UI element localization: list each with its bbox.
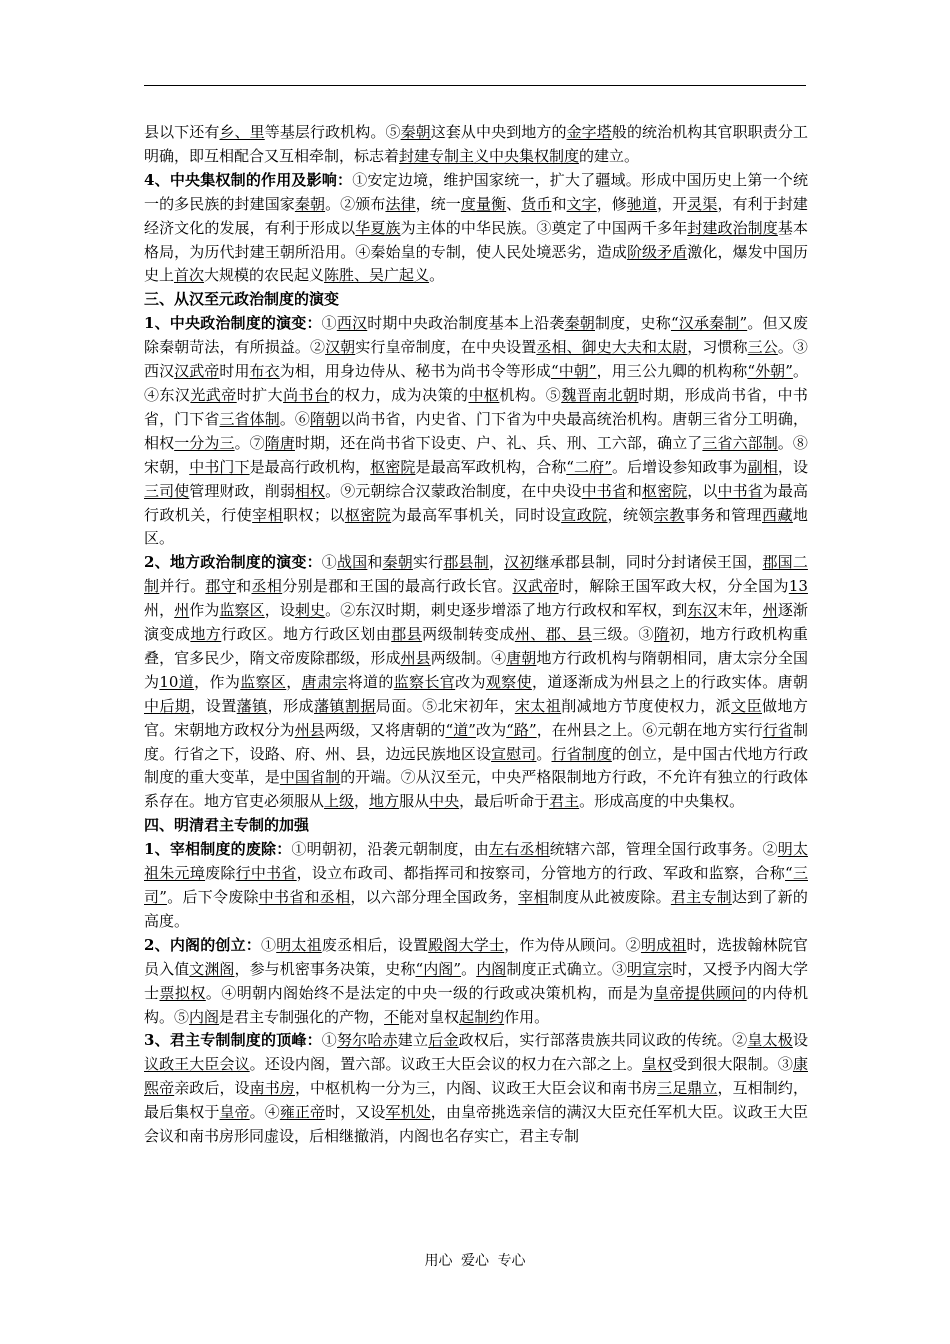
underlined-term: 13 [788, 577, 808, 596]
paragraph-grand-secretariat [144, 934, 808, 1030]
text-run: 废除 [205, 864, 236, 883]
underlined-term: 封建政治制度 [687, 218, 778, 237]
underlined-term: 皇帝 [219, 1103, 250, 1122]
underlined-term: 宣政院 [561, 505, 608, 524]
underlined-term: 秦朝 [400, 123, 431, 141]
text-run: 为最高行政机关，行使 [144, 481, 808, 524]
text-run: 。④东汉 [144, 362, 808, 404]
text-run: 时期中央政治制度基本上沿袭 [367, 314, 565, 333]
text-run: 和 [551, 194, 567, 213]
underlined-term: 尚书台 [283, 385, 330, 404]
text-run: 等基层行政机构。⑤ [264, 123, 401, 141]
underlined-term: 灵渠 [687, 194, 718, 213]
text-run: ，最后听命于 [459, 792, 550, 811]
text-run: 时期，形成尚书省，中书省，门下省 [144, 385, 808, 428]
underlined-term: 刺史 [294, 601, 326, 620]
underlined-term: 秦朝 [382, 553, 413, 572]
underlined-term: 藩镇 [236, 696, 268, 715]
bold-lead: 四、明清君主专制的加强 [144, 816, 310, 835]
text-run: ， [286, 672, 302, 691]
text-run: 。⑥ [279, 409, 311, 428]
underlined-term: 监察区 [240, 672, 287, 691]
underlined-term: 货币 [521, 194, 552, 213]
text-run: 能对皇权 [399, 1007, 460, 1026]
text-run: 州， [144, 601, 175, 620]
underlined-term: 相权 [294, 481, 326, 500]
paragraph-autocracy-peak [144, 1029, 808, 1149]
underlined-term: 枢密院 [642, 481, 688, 500]
underlined-term: 三司使 [144, 481, 190, 500]
underlined-term: 中书省 [581, 481, 627, 500]
underlined-term: 阶级矛盾 [626, 242, 688, 261]
underlined-term: 中书门下 [189, 457, 250, 476]
text-run: 。后增设参知政事为 [611, 457, 748, 476]
text-run: 制度，史称 [595, 314, 671, 333]
text-run: ，修 [596, 194, 627, 213]
text-run: 事务和管理 [684, 505, 763, 524]
text-run: 局面。⑤北宋初年， [375, 696, 515, 715]
text-run: ，开 [657, 194, 688, 213]
text-run: 服从 [399, 792, 430, 811]
text-run: 作为 [189, 601, 220, 620]
underlined-term: 文渊阁 [189, 959, 235, 978]
underlined-term: 监察长官 [393, 672, 456, 691]
underlined-term: 军机处 [385, 1103, 431, 1122]
underlined-term: 三省体制 [219, 409, 280, 428]
underlined-term: 藩镇割据 [313, 696, 376, 715]
underlined-term: 布衣 [249, 362, 280, 381]
text-run: ， [354, 792, 370, 811]
underlined-term: 君主专制 [670, 888, 732, 906]
text-run: 管理财政，削弱 [189, 481, 295, 500]
underlined-term: 明成祖 [640, 935, 687, 954]
underlined-term: 监察区 [219, 601, 265, 620]
text-run: ① [321, 1031, 337, 1050]
underlined-term: “道” [445, 720, 476, 739]
text-run: ，以六部分理全国政务， [350, 888, 519, 906]
bold-lead: 1、中央政治制度的演变： [144, 314, 322, 333]
text-run: 设 [792, 1031, 808, 1050]
text-run: 。⑦ [234, 433, 265, 452]
text-run: 。还设内阁，置六部。议政王大臣会议的权力在六部之上。 [249, 1055, 643, 1074]
bold-lead: 3、君主专制制度的顶峰： [144, 1031, 322, 1050]
text-run: 地方行政机构与隋朝相同，唐太宗分全国为 [144, 648, 808, 691]
text-run: 激化，爆发中国历史上 [144, 242, 808, 285]
paragraph-local-system-evolution [144, 551, 808, 814]
underlined-term: 州县 [400, 648, 431, 667]
text-run: ，设 [777, 457, 808, 476]
underlined-term: 地方 [190, 625, 222, 644]
underlined-term: 皇权 [642, 1055, 673, 1074]
underlined-term: 行省制度 [551, 744, 612, 763]
underlined-term: 皇帝提供顾问 [653, 983, 747, 1002]
text-run: 时期，还在尚书省下设吏、户、礼、兵、刑、工六部，确立了 [294, 433, 703, 452]
text-run: 时，又设 [325, 1103, 386, 1122]
text-run: ，中枢机构一分为三，内阁、议政王大臣会议和南书房 [294, 1079, 658, 1098]
text-run: 为相，用身边侍从、秘书为尚书令等形成 [279, 362, 551, 381]
underlined-term: 中国省制 [279, 768, 341, 787]
underlined-term: 金字塔 [566, 123, 612, 141]
text-run: ①安定边境，维护国家统一，扩大了疆域。形成中国历史上第一个统一的多民族的封建国家 [144, 170, 808, 213]
text-run: ① [261, 935, 277, 954]
underlined-term: 郡国二制 [144, 553, 808, 596]
text-run: ，形成 [267, 696, 314, 715]
underlined-term: 华夏族 [355, 218, 401, 237]
underlined-term: 宋太祖 [514, 696, 562, 715]
underlined-term: 明太祖朱元璋 [144, 840, 808, 883]
text-run: ，设 [264, 601, 295, 620]
text-run: 达到了新的高度。 [144, 888, 808, 930]
text-run: 。 [429, 266, 445, 285]
underlined-term: 一分为三 [174, 433, 235, 452]
header-rule [144, 85, 806, 86]
text-run: 。 [536, 744, 552, 763]
text-run: ，设立布政司、都指挥司和按察司，分管地方的行政、军政和监察，合称 [296, 864, 786, 883]
section-heading-han-to-yuan [144, 288, 808, 312]
text-run: 时用 [219, 362, 250, 381]
underlined-term: “中朝” [550, 362, 597, 381]
text-run: 时，又授予内阁大学士 [144, 959, 808, 1002]
text-run: 做地方官。宋朝地方政权分为 [144, 696, 808, 739]
text-run: 和 [367, 553, 383, 572]
text-run: 大规模的农民起义 [204, 266, 325, 285]
paragraph-chancellor-abolition [144, 838, 808, 934]
text-run: 的创立，是中国古代地方行政制度的重大变革，是 [144, 744, 808, 787]
text-run: 地区。 [144, 505, 808, 548]
text-run: 逐渐演变成 [144, 601, 808, 644]
underlined-term: “三司” [144, 864, 808, 906]
text-run: ① [321, 553, 337, 572]
bold-lead: 2、内阁的创立： [144, 935, 262, 954]
underlined-term: 枢密院 [344, 505, 392, 524]
underlined-term: 行中书省 [235, 864, 297, 883]
underlined-term: 中后期 [144, 696, 191, 715]
text-run: ，设置 [190, 696, 237, 715]
underlined-term: 驰道 [626, 194, 658, 213]
underlined-term: 起制约 [459, 1007, 505, 1026]
paragraph-central-system-evolution [144, 312, 808, 551]
underlined-term: 郡县 [391, 625, 423, 644]
text-run: 和 [236, 577, 252, 596]
underlined-term: 观察使 [485, 672, 532, 691]
underlined-term: 三足鼎立 [657, 1079, 718, 1098]
underlined-term: “外朝” [747, 362, 793, 381]
text-run: 。 [461, 959, 477, 978]
page-footer: 用心 爱心 专心 [424, 1253, 526, 1269]
underlined-term: 内阁 [189, 1007, 220, 1026]
text-run: 统辖六部，管理全国行政事务。② [549, 840, 778, 859]
text-run: 是最高行政机构， [249, 457, 371, 476]
underlined-term: 10道 [159, 672, 195, 691]
underlined-term: 秦朝 [564, 314, 595, 333]
underlined-term: 文字 [566, 194, 597, 213]
text-run: 和 [626, 481, 643, 500]
underlined-term: 文臣 [731, 696, 763, 715]
text-run: ，有利于封建经济文化的发展，有利于形成以 [144, 194, 808, 237]
text-run: 县以下还有 [144, 123, 220, 141]
text-run: 继承郡县制，同时分封诸侯王国， [534, 553, 763, 572]
underlined-term: 努尔哈赤 [337, 1031, 398, 1050]
text-run: ① [321, 314, 337, 333]
text-run: ，互相制约，最后集权于 [144, 1079, 808, 1122]
text-run: 作用。 [504, 1007, 550, 1026]
text-run: 建立 [397, 1031, 429, 1050]
text-run: 。后下令废除 [166, 888, 259, 906]
text-run: 。②颁布 [325, 194, 386, 213]
underlined-term: 东汉 [687, 601, 718, 620]
text-run: 制度从此被废除。 [548, 888, 671, 906]
underlined-term: 宗教 [653, 505, 685, 524]
text-run: 改为 [455, 672, 486, 691]
text-run: 时，解除王国军政大权，分全国为 [558, 577, 789, 596]
bold-lead: 三、从汉至元政治制度的演变 [144, 290, 340, 309]
paragraph-centralization-effects [144, 169, 808, 289]
text-run: 基本格局，为历代封建王朝所沿用。④秦始皇的专制，使人民处境恶劣，造成 [144, 218, 808, 261]
text-run: 时，选拔翰林院官员入值 [144, 935, 808, 978]
text-run: 三级。③ [592, 625, 654, 644]
underlined-term: 中书省 [717, 481, 763, 500]
text-run: 分别是郡和王国的最高行政长官。 [282, 577, 513, 596]
underlined-term: 州 [174, 601, 190, 620]
text-run: 将道的 [347, 672, 394, 691]
underlined-term: 郡守 [205, 577, 237, 596]
text-run: 。形成高度的中央集权。 [579, 792, 745, 811]
underlined-term: 君主 [549, 792, 580, 811]
text-run: 。⑨元朝综合汉蒙政治制度，在中央设 [325, 481, 582, 500]
text-run: 。⑧宋朝， [144, 433, 808, 476]
text-run: 废丞相后，设置 [321, 935, 429, 954]
text-run: 实行 [412, 553, 444, 572]
underlined-term: 首次 [174, 266, 205, 285]
text-run: 、 [506, 194, 522, 213]
paragraph-township-admin [144, 121, 808, 169]
underlined-term: 汉武帝 [512, 577, 559, 596]
underlined-term: “路” [506, 720, 537, 739]
underlined-term: 宰相 [518, 888, 549, 906]
text-run: 并行。 [159, 577, 206, 596]
underlined-term: “汉承秦制” [670, 314, 748, 333]
underlined-term: 隋朝 [310, 409, 341, 428]
underlined-term: 三省六部制 [702, 433, 778, 452]
text-run: 受到很大限制。③ [672, 1055, 793, 1074]
text-run: 亲政后，设 [174, 1079, 250, 1098]
text-run: 的内侍机构。⑤ [144, 983, 808, 1026]
bold-lead: 1、宰相制度的废除： [144, 840, 292, 859]
text-run: 般的统治机构其官职职责分工明确，即互相配合又互相牵制，标志着 [144, 123, 808, 165]
text-run: 两级制转变成 [422, 625, 515, 644]
document-body [144, 121, 808, 1149]
text-run: 为最高军事机关，同时设 [391, 505, 562, 524]
underlined-term: 地方 [369, 792, 400, 811]
underlined-term: 州 [762, 601, 778, 620]
underlined-term: 唐肃宗 [301, 672, 348, 691]
underlined-term: 州县 [294, 720, 325, 739]
underlined-term: 南书房 [249, 1079, 295, 1098]
underlined-term: 明宣宗 [627, 959, 673, 978]
underlined-term: 左右丞相 [489, 840, 550, 859]
underlined-term: 西藏 [762, 505, 793, 524]
underlined-term: 议政王大臣会议 [144, 1055, 250, 1074]
underlined-term: 乡、里 [219, 123, 265, 141]
underlined-term: 封建专制主义中央集权制度 [399, 146, 580, 165]
underlined-term: 郡县制 [443, 553, 489, 572]
text-run: 削减地方节度使权力，派 [561, 696, 732, 715]
bold-lead: 2、地方政治制度的演变： [144, 553, 322, 572]
underlined-term: 中枢 [468, 385, 500, 404]
text-run: ，以 [687, 481, 718, 500]
text-run: 。③西汉 [144, 338, 808, 381]
underlined-term: 战国 [336, 553, 368, 572]
text-run: 。④明朝内阁始终不是法定的中央一级的行政或决策机构，而是为 [205, 983, 654, 1002]
text-run: 的权力，成为决策的 [329, 385, 469, 404]
text-run: 职权；以 [283, 505, 345, 524]
text-run: 制度。行省之下，设路、府、州、县，边远民族地区设 [144, 720, 808, 763]
text-run: 为主体的中华民族。③奠定了中国两千多年 [400, 218, 688, 237]
underlined-term: 不 [384, 1007, 400, 1026]
text-run: 。④ [249, 1103, 280, 1122]
text-run: ，用三公九卿的机构称 [596, 362, 748, 381]
text-run: 制度正式确立。③ [506, 959, 628, 978]
underlined-term: 西汉 [336, 314, 368, 333]
underlined-term: 唐朝 [506, 648, 537, 667]
text-run: 是最高军政机构，合称 [415, 457, 567, 476]
text-run: ， [488, 553, 505, 572]
text-run: ，作为 [194, 672, 241, 691]
text-run: ，统领 [607, 505, 654, 524]
text-run: 这套从中央到地方的 [430, 123, 567, 141]
underlined-term: 汉朝 [325, 338, 356, 357]
text-run: ，在州县之上。⑥元朝在地方实行 [536, 720, 763, 739]
underlined-term: “二府” [566, 457, 612, 476]
text-run: 是君主专制强化的产物， [219, 1007, 385, 1026]
underlined-term: 殿阁大学士 [428, 935, 505, 954]
underlined-term: 宰相 [252, 505, 284, 524]
text-run: ，由皇帝挑选亲信的满汉大臣充任军机大臣。议政王大臣会议和南书房形同虚设，后相继撤消，内阁也名存实亡，君主专制 [144, 1103, 808, 1146]
underlined-term: 光武帝 [190, 385, 237, 404]
text-run: 。但又废除秦朝苛法，有所损益。② [144, 314, 808, 357]
underlined-term: 州、郡、县 [514, 625, 593, 644]
underlined-term: 票拟权 [159, 983, 206, 1002]
underlined-term: 行省 [762, 720, 793, 739]
underlined-term: 汉武帝 [174, 362, 220, 381]
text-run: 行政区。地方行政区划由 [221, 625, 392, 644]
underlined-term: 法律 [385, 194, 416, 213]
text-run: ，道逐渐成为州县之上的行政实体。唐朝 [531, 672, 808, 691]
underlined-term: 秦朝 [294, 194, 326, 213]
bold-lead: 4、中央集权制的作用及影响： [144, 170, 353, 189]
text-run: 末年， [717, 601, 763, 620]
underlined-term: 汉初 [504, 553, 535, 572]
underlined-term: 雍正帝 [279, 1103, 326, 1122]
underlined-term: 皇太极 [747, 1031, 793, 1050]
text-run: 初，地方行政机构重叠，官多民少，隋文帝废除郡级，形成 [144, 625, 808, 667]
underlined-term: 上级 [324, 792, 355, 811]
underlined-term: 度量衡 [460, 194, 507, 213]
text-run: ，习惯称 [687, 338, 748, 357]
text-run: 。②东汉时期，刺史逐步增添了地方行政权和军权，到 [325, 601, 688, 620]
text-run: 改为 [475, 720, 507, 739]
underlined-term: 康熙帝 [144, 1055, 808, 1098]
underlined-term: 副相 [747, 457, 778, 476]
text-run: 两级，又将唐朝的 [324, 720, 446, 739]
underlined-term: 陈胜、吴广起义 [324, 266, 430, 285]
underlined-term: 隋唐 [264, 433, 295, 452]
underlined-term: 丞相 [251, 577, 283, 596]
text-run: 机构。⑤ [499, 385, 562, 404]
underlined-term: 枢密院 [370, 457, 416, 476]
text-run: 的开端。⑦从汉至元，中央严格限制地方行政，不允许有独立的行政体系存在。地方官吏必须服从 [144, 768, 808, 811]
text-run: ，参与机密事务决策，史称 [234, 959, 416, 978]
text-run: 实行皇帝制度，在中央设置 [355, 338, 537, 357]
text-run: 以尚书省，内史省、门下省为中央最高统治机构。唐朝三省分工明确，相权 [144, 409, 808, 452]
underlined-term: 宣慰司 [491, 744, 537, 763]
section-heading-ming-qing [144, 814, 808, 838]
underlined-term: 丞相、御史大夫和太尉 [536, 338, 688, 357]
underlined-term: 后金 [428, 1031, 459, 1050]
text-run: 政权后，实行部落贵族共同议政的传统。② [458, 1031, 748, 1050]
underlined-term: 中书省和丞相 [258, 888, 351, 906]
text-run: ①明朝初，沿袭元朝制度，由 [291, 840, 489, 859]
text-run: ，统一 [415, 194, 461, 213]
text-run: 两级制。④ [430, 648, 507, 667]
underlined-term: 隋 [653, 625, 670, 644]
underlined-term: 中央 [429, 792, 460, 811]
text-run: 时扩大 [236, 385, 284, 404]
underlined-term: 内阁 [476, 959, 507, 978]
underlined-term: 三公 [747, 338, 778, 357]
underlined-term: 明太祖 [276, 935, 322, 954]
text-run: 的建立。 [579, 146, 640, 165]
underlined-term: 魏晋南北朝 [561, 385, 639, 404]
underlined-term: “内阁” [415, 959, 462, 978]
text-run: ，作为侍从顾问。② [504, 935, 641, 954]
